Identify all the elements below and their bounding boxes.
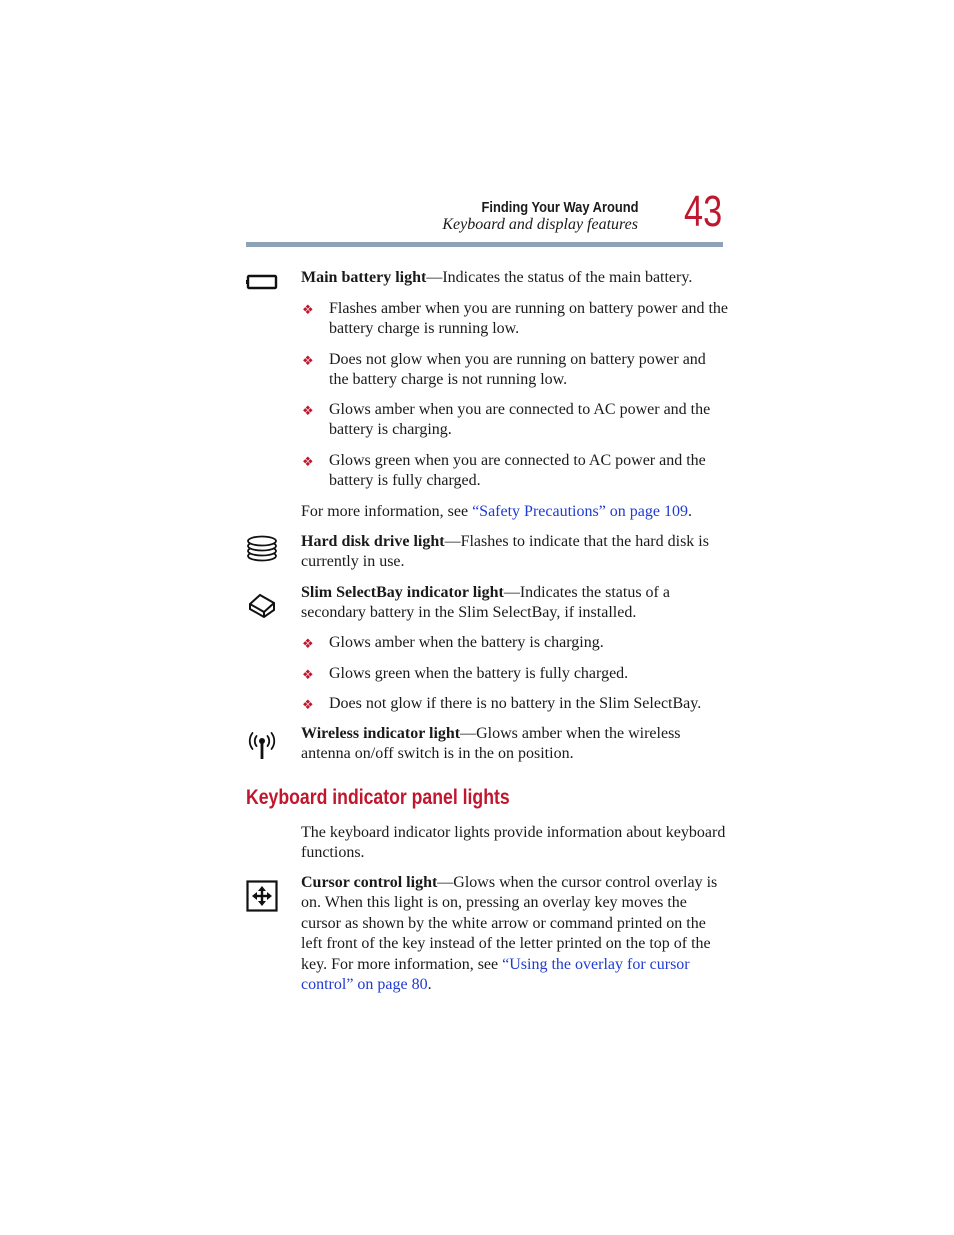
bullet-icon: ❖ [302,636,314,651]
main-battery-term: Main battery light [301,269,427,286]
wireless-antenna-icon [246,731,278,761]
cursor-overlay-link[interactable]: “Using the overlay for cursor control” on page 80 [301,955,690,994]
hard-disk-desc: —Flashes to indicate that the hard disk is currently in use. [301,533,709,571]
section-heading: Keyboard indicator panel lights [246,786,510,809]
selectbay-paragraph [301,583,726,624]
chapter-title: Finding Your Way Around [481,199,638,216]
bullet-icon: ❖ [302,454,314,469]
wireless-term: Wireless indicator light [301,725,461,742]
cursor-control-desc: —Glows when the cursor control overlay is on. When this light is on, pressing an overlay key moves the cursor as shown by the white arrow or command printed on the left front of the key instead of the letter printed on the top of the key. For more information, see [301,874,718,973]
more-info-prefix: For more information, see [301,503,473,520]
cursor-control-paragraph [301,873,726,995]
list-item: Glows amber when you are connected to AC power and the battery is charging. [329,401,711,439]
list-item: Glows amber when the battery is charging. [329,634,604,651]
main-battery-desc: —Indicates the status of the main battery. [426,269,693,286]
safety-precautions-link[interactable]: “Safety Precautions” on page 109 [472,503,689,520]
selectbay-term: Slim SelectBay indicator light [301,584,504,601]
header-rule [246,242,723,247]
bullet-icon: ❖ [302,403,314,418]
bullet-icon: ❖ [302,302,314,317]
bullet-icon: ❖ [302,353,314,368]
page-number: 43 [684,187,723,236]
keyboard-intro: The keyboard indicator lights provide information about keyboard functions. [301,824,726,862]
list-item: Glows green when the battery is fully charged. [329,665,629,682]
cursor-control-suffix: . [427,976,432,994]
list-item: Glows green when you are connected to AC power and the battery is fully charged. [329,452,706,490]
section-subtitle: Keyboard and display features [442,216,638,233]
cursor-control-icon [246,880,278,912]
hard-disk-term: Hard disk drive light [301,533,445,550]
selectbay-desc: —Indicates the status of a secondary battery in the Slim SelectBay, if installed. [301,584,670,622]
list-item: Does not glow if there is no battery in the Slim SelectBay. [329,695,702,712]
list-item: Flashes amber when you are running on battery power and the battery charge is running low. [329,300,728,338]
hard-disk-icon [246,535,280,563]
battery-icon [246,273,280,291]
more-info-paragraph [301,502,726,522]
wireless-desc: —Glows amber when the wireless antenna on/off switch is in the on position. [301,725,681,763]
bullet-icon: ❖ [302,667,314,682]
cursor-control-term: Cursor control light [301,874,438,891]
more-info-suffix: . [688,503,693,520]
hard-disk-paragraph [301,532,726,573]
selectbay-icon [246,590,278,620]
bullet-icon: ❖ [302,697,314,712]
list-item: Does not glow when you are running on battery power and the battery charge is not running low. [329,351,706,389]
wireless-paragraph [301,724,726,765]
main-battery-paragraph [301,268,726,288]
